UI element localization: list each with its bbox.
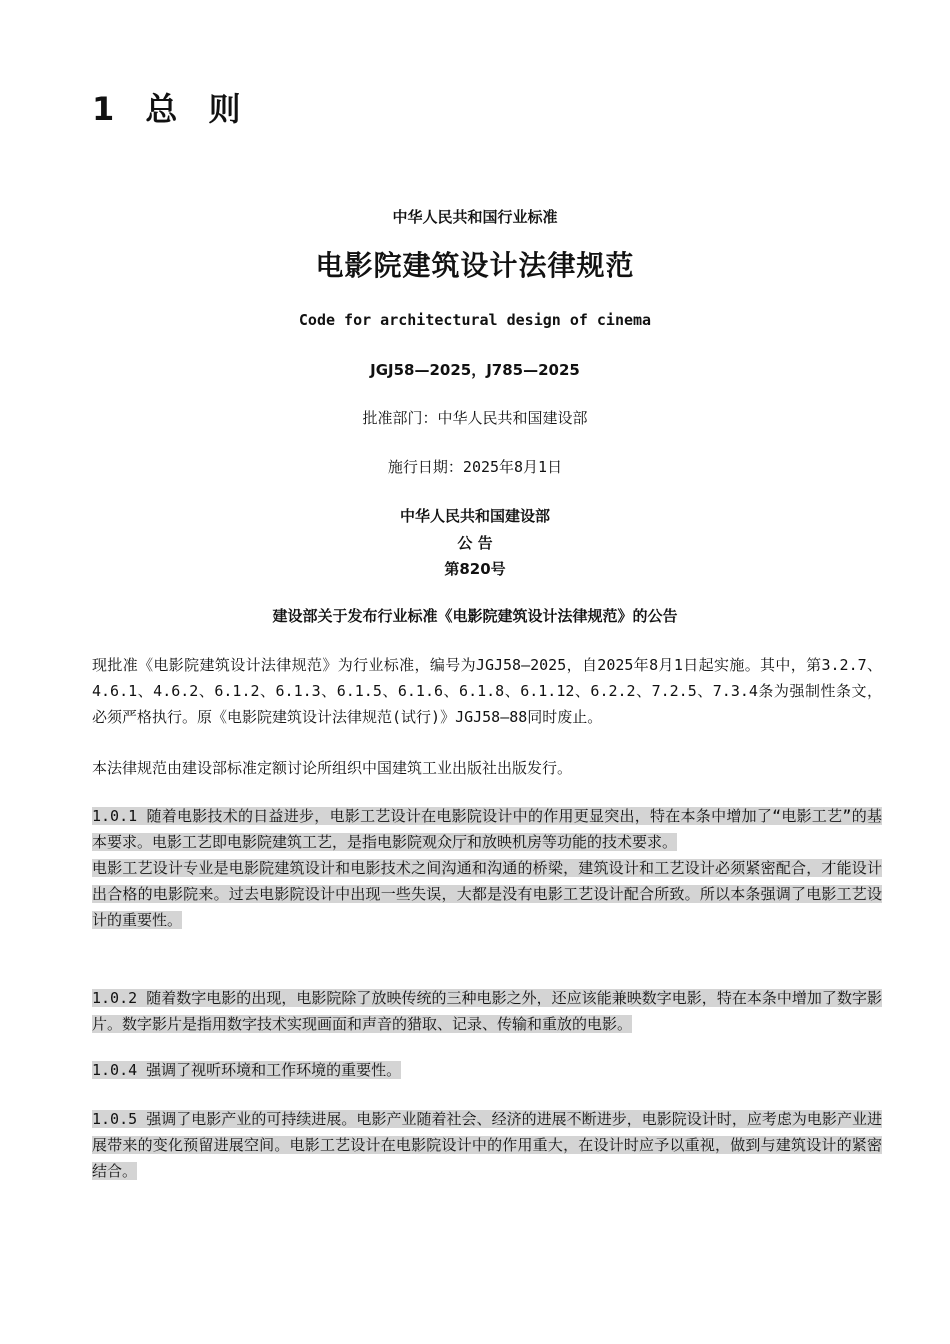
notice-label: 公 告 bbox=[457, 534, 493, 552]
approval-department: 批准部门：中华人民共和国建设部 bbox=[362, 409, 588, 427]
section-text: 1.0.1 随着电影技术的日益进步，电影工艺设计在电影院设计中的作用更显突出，特在本条中增加了“电影工艺”的基本要求。电影工艺即电影院建筑工艺，是指电影院观众厅和放映机房等功能的技术要求。 bbox=[92, 807, 882, 851]
english-title: Code for architectural design of cinema bbox=[298, 311, 652, 329]
announcement-paragraph-2: 本法律规范由建设部标准定额讨论所组织中国建筑工业出版社出版发行。 bbox=[92, 759, 573, 777]
announcement-paragraph-1: 现批准《电影院建筑设计法律规范》为行业标准，编号为JGJ58—2025，自2025年8月1日起实施。其中，第3.2.7、4.6.1、4.6.2、6.1.2、6.1.3、6.1.5、6.1.6、6.1.8、6.1.12、6.2.2、7.2.5、7.3.4条为强制性条文，必须严格执行。原《电影院建筑设计法律规范(试行)》JGJ58—88同时废止。 bbox=[92, 656, 882, 726]
section-text: 电影工艺设计专业是电影院建筑设计和电影技术之间沟通和沟通的桥梁，建筑设计和工艺设计必须紧密配合，才能设计出合格的电影院来。过去电影院设计中出现一些失误，大都是没有电影工艺设计配合所致。所以本条强调了电影工艺设计的重要性。 bbox=[92, 859, 882, 929]
announcement-title: 建设部关于发布行业标准《电影院建筑设计法律规范》的公告 bbox=[272, 607, 678, 625]
effective-date: 施行日期：2025年8月1日 bbox=[387, 458, 563, 476]
ministry-name: 中华人民共和国建设部 bbox=[399, 507, 550, 525]
section-text: 1.0.5 强调了电影产业的可持续进展。电影产业随着社会、经济的进展不断进步，电影院设计时，应考虑为电影产业进展带来的变化预留进展空间。电影工艺设计在电影院设计中的作用重大，在设计时应予以重视，做到与建筑设计的紧密结合。 bbox=[92, 1110, 882, 1180]
section-1-0-5 bbox=[92, 1106, 882, 1184]
section-1-0-2 bbox=[92, 985, 882, 1037]
section-1-0-1 bbox=[92, 803, 882, 933]
notice-number: 第820号 bbox=[444, 560, 506, 578]
section-text: 1.0.2 随着数字电影的出现，电影院除了放映传统的三种电影之外，还应该能兼映数字电影，特在本条中增加了数字影片。数字影片是指用数字技术实现画面和声音的猎取、记录、传输和重放的电影。 bbox=[92, 989, 882, 1033]
standard-code: JGJ58—2025，J785—2025 bbox=[370, 361, 580, 379]
document-title: 电影院建筑设计法律规范 bbox=[315, 249, 635, 282]
standard-line: 中华人民共和国行业标准 bbox=[392, 208, 558, 226]
section-text: 1.0.4 强调了视听环境和工作环境的重要性。 bbox=[92, 1061, 402, 1079]
chapter-heading: 1 总 则 bbox=[92, 90, 251, 128]
section-1-0-4 bbox=[92, 1057, 882, 1083]
